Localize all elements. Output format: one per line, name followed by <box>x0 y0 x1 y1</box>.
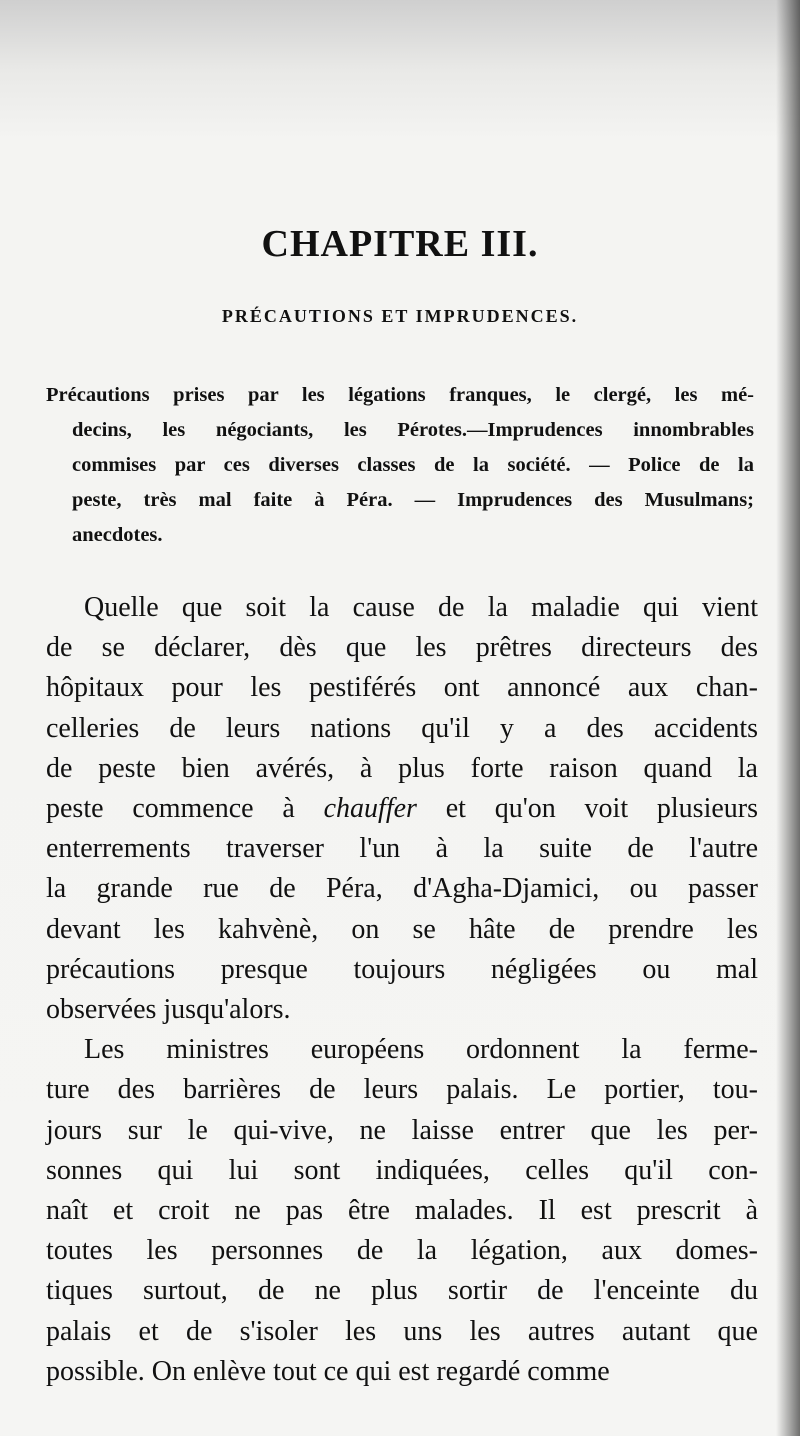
summary-line: anecdotes. <box>72 524 163 546</box>
text-line: possible. On enlève tout ce qui est regardé comme <box>46 1355 610 1387</box>
text-line: toutes les personnes de la légation, aux domes- <box>46 1235 758 1267</box>
text-line: naît et croit ne pas être malades. Il est prescrit à <box>46 1195 758 1227</box>
text-line: devant les kahvènè, on se hâte de prendre les <box>46 913 758 945</box>
body-text <box>46 588 758 1392</box>
text-line: sonnes qui lui sont indiquées, celles qu'il con- <box>46 1154 758 1186</box>
summary-line: decins, les négociants, les Pérotes.—Imprudences innombrables <box>72 419 754 441</box>
text-line: observées jusqu'alors. <box>46 994 291 1026</box>
paragraph-2 <box>46 1030 758 1392</box>
summary-line: peste, très mal faite à Péra. — Imprudences des Musulmans; <box>72 489 754 511</box>
summary-line: Précautions prises par les légations franques, le clergé, les mé- <box>46 384 754 406</box>
chapter-title: CHAPITRE III. <box>261 223 539 265</box>
text-line: Quelle que soit la cause de la maladie qui vient <box>84 592 758 623</box>
text-line: ture des barrières de leurs palais. Le portier, tou- <box>46 1074 758 1106</box>
summary-line: commises par ces diverses classes de la société. — Police de la <box>72 454 754 476</box>
text-line: celleries de leurs nations qu'il y a des accidents <box>46 712 758 744</box>
text-line <box>46 789 758 829</box>
text-segment: et qu'on voit plusieurs <box>416 793 758 825</box>
chapter-subtitle: PRÉCAUTIONS ET IMPRUDENCES. <box>221 306 579 326</box>
text-line: Les ministres européens ordonnent la ferme- <box>84 1034 758 1066</box>
paragraph-1 <box>46 588 758 1030</box>
text-line: palais et de s'isoler les uns les autres autant que <box>46 1315 758 1347</box>
text-line: jours sur le qui-vive, ne laisse entrer que les per- <box>46 1114 758 1146</box>
chapter-summary <box>46 378 754 553</box>
text-line: tiques surtout, de ne plus sortir de l'enceinte du <box>46 1275 758 1307</box>
text-line: enterrements traverser l'un à la suite de l'autre <box>46 833 758 865</box>
text-line: précautions presque toujours négligées ou mal <box>46 953 758 985</box>
text-line: hôpitaux pour les pestiférés ont annoncé aux chan- <box>46 672 758 704</box>
italic-word: chauffer <box>323 793 417 825</box>
text-segment: peste commence à <box>46 793 324 825</box>
text-line: de se déclarer, dès que les prêtres directeurs des <box>46 632 758 664</box>
text-line: la grande rue de Péra, d'Agha-Djamici, ou passer <box>46 873 758 905</box>
text-line: de peste bien avérés, à plus forte raison quand la <box>46 752 758 784</box>
